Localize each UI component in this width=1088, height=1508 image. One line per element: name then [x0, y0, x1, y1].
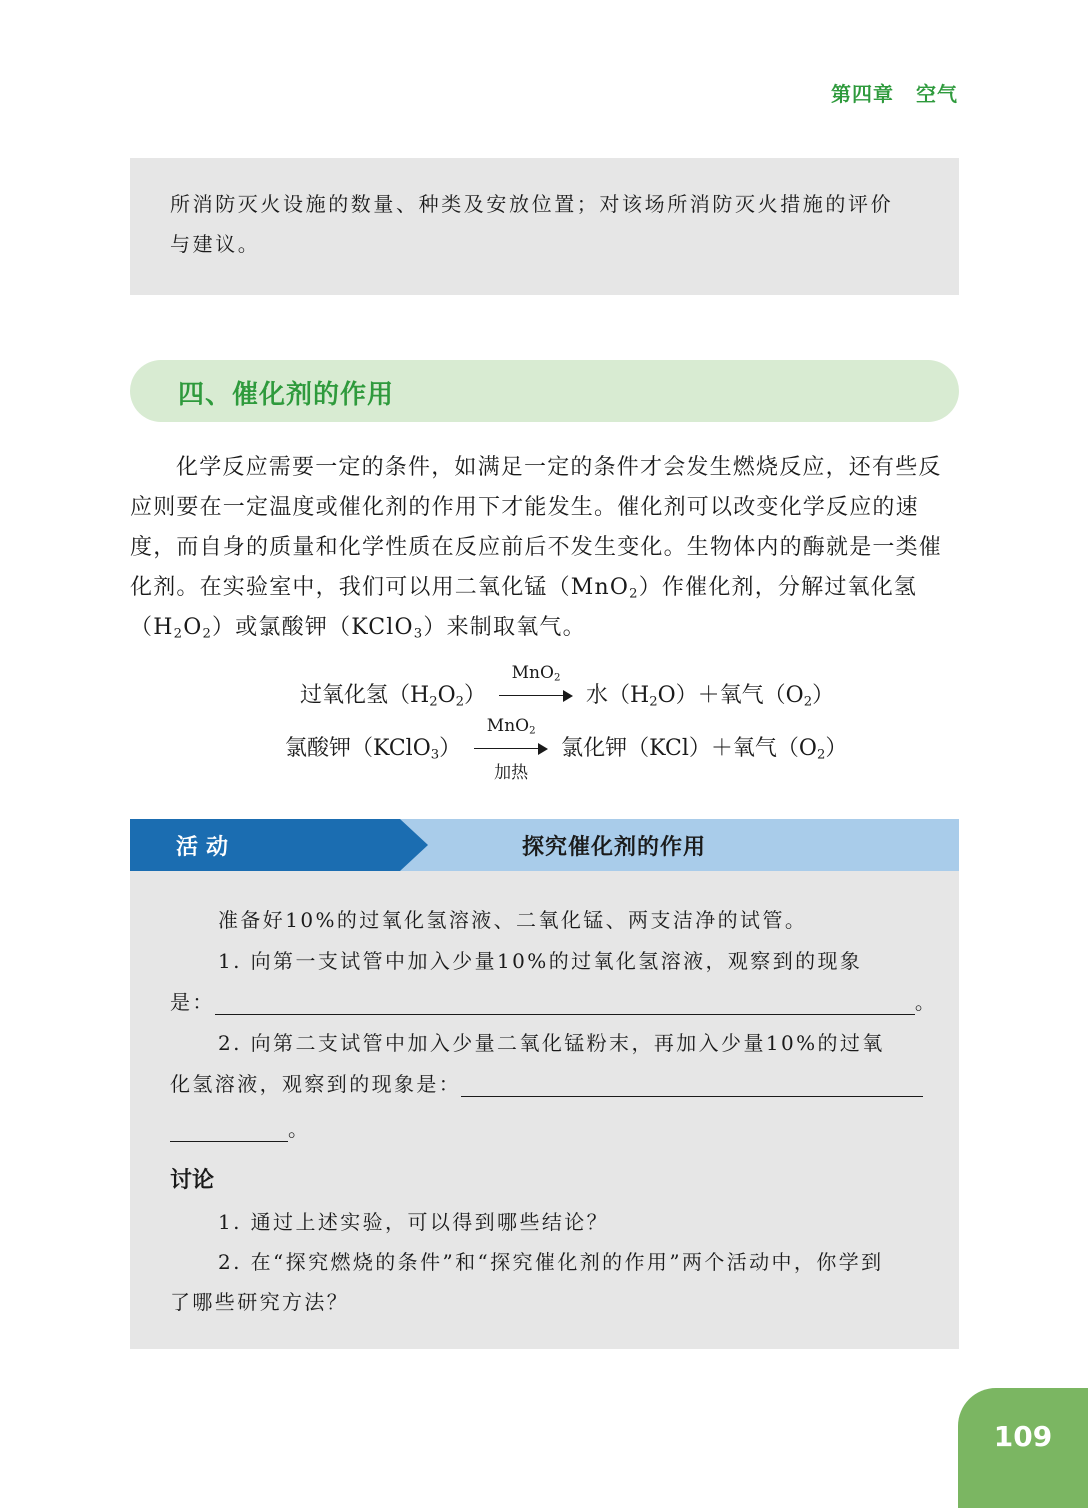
activity-title: 探究催化剂的作用 — [522, 835, 707, 860]
equation-hydrogen-peroxide: 过氧化氢$(H_2O_2)$ MnO$_2$ 水$(H_2O)+$氧气$(O_2)$ — [300, 663, 835, 710]
equation-potassium-chlorate: 氯酸钾（KClO$_3$） MnO$_2$ 加热 氯化钾（KCl）＋氧气$(O_2)$ — [285, 716, 848, 783]
box-line: 所消防灭火设施的数量、种类及安放位置；对该场所消防灭火措施的评价 — [170, 192, 894, 216]
activity-intro: 准备好10%的过氧化氢溶液、二氧化锰、两支洁净的试管。 — [218, 908, 808, 932]
activity-tab-label: 活动 — [176, 835, 237, 860]
catalyst-label: MnO$_2$ — [511, 663, 561, 684]
activity-step-2-answer-cont: 。 — [170, 1113, 918, 1142]
answer-blank — [215, 994, 915, 1015]
section-heading-bar — [130, 360, 959, 422]
activity-body — [130, 871, 959, 1349]
activity-step-2: 2. 向第二支试管中加入少量二氧化锰粉末，再加入少量10%的过氧 — [218, 1031, 885, 1055]
reaction-arrow — [499, 663, 573, 707]
page-number-tab — [958, 1388, 1088, 1508]
discussion-question-2-cont: 了哪些研究方法？ — [170, 1290, 350, 1314]
discussion-question-1: 1. 通过上述实验，可以得到哪些结论？ — [218, 1210, 610, 1234]
continued-box — [130, 158, 959, 295]
paragraph-line: 化剂。在实验室中，我们可以用二氧化锰（MnO$_2$）作催化剂，分解过氧化氢 — [130, 575, 918, 602]
paragraph-line: $(H_2O_2)$或氯酸钾（KClO$_3$）来制取氧气。 — [130, 615, 586, 642]
chapter-number: 第四章 — [831, 82, 894, 106]
activity-tab — [130, 819, 400, 871]
catalyst-label: MnO$_2$ — [486, 716, 536, 737]
activity-header — [130, 819, 959, 871]
chapter-title: 空气 — [916, 82, 958, 106]
activity-step-1-answer: 是： 。 — [170, 990, 938, 1014]
paragraph-line: 应则要在一定温度或催化剂的作用下才能发生。催化剂可以改变化学反应的速 — [130, 495, 919, 520]
chapter-header — [831, 78, 958, 107]
body-paragraph — [130, 448, 959, 648]
discussion-question-2: 2. 在“探究燃烧的条件”和“探究催化剂的作用”两个活动中，你学到 — [218, 1250, 884, 1274]
discussion-title: 讨论 — [170, 1168, 215, 1193]
activity-step-2-answer: 化氢溶液，观察到的现象是： — [170, 1068, 918, 1097]
paragraph-line: 度，而自身的质量和化学性质在反应前后不发生变化。生物体内的酶就是一类催 — [130, 535, 943, 560]
section-title: 四、催化剂的作用 — [178, 380, 395, 410]
answer-blank — [170, 1121, 288, 1142]
page-number: 109 — [993, 1420, 1053, 1453]
answer-blank — [461, 1076, 923, 1097]
condition-label: 加热 — [494, 763, 529, 783]
activity-step-1: 1. 向第一支试管中加入少量10%的过氧化氢溶液，观察到的现象 — [218, 949, 863, 973]
paragraph-line: 化学反应需要一定的条件，如满足一定的条件才会发生燃烧反应，还有些反 — [176, 455, 942, 480]
box-line: 与建议。 — [170, 232, 261, 256]
reaction-arrow — [474, 716, 548, 783]
